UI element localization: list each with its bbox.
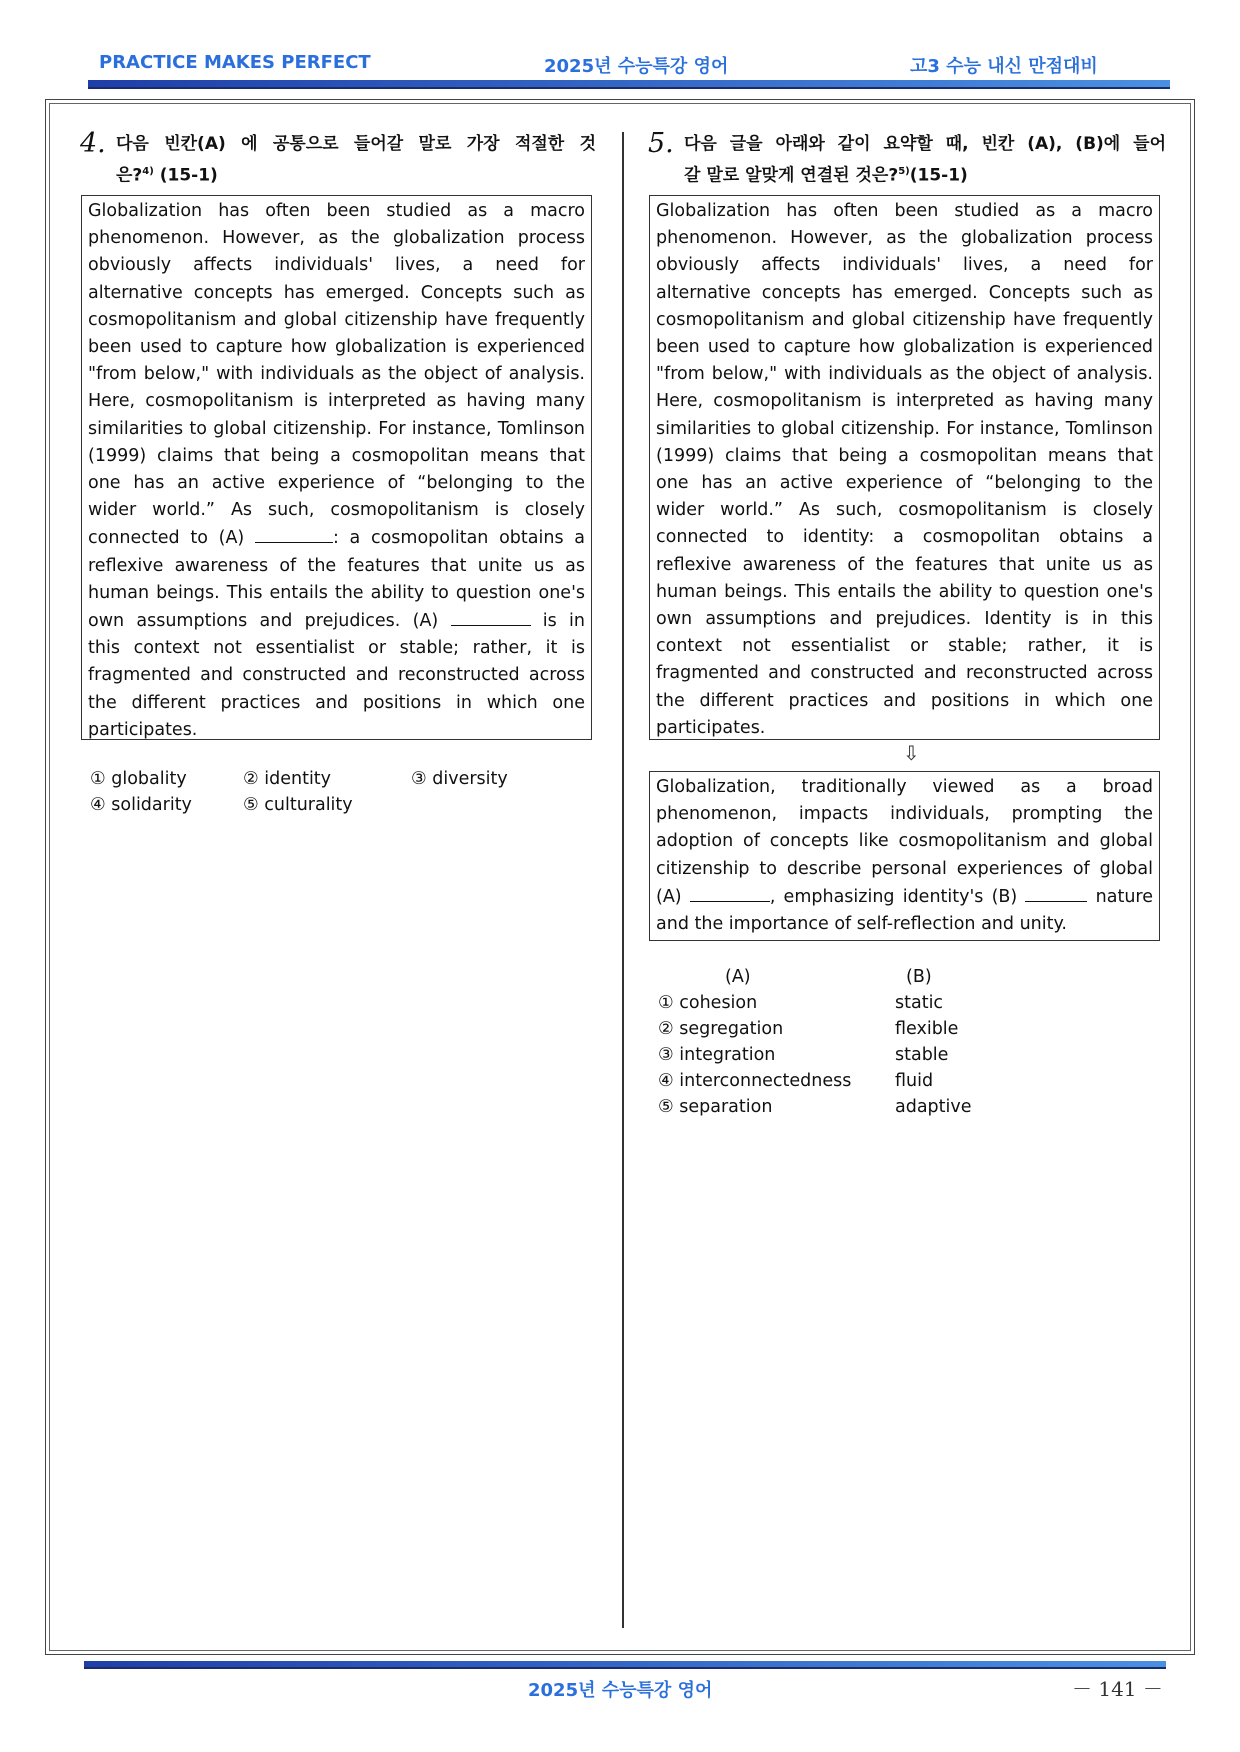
passage-line: Here, cosmopolitanism is interpreted as having many <box>88 391 585 412</box>
passage-line: own assumptions and prejudices. Identity is in this <box>656 609 1153 630</box>
passage-line: Globalization has often been studied as a macro <box>88 201 585 221</box>
question-prompt <box>116 130 596 190</box>
blank-a <box>255 524 333 543</box>
passage-line: the different practices and positions in which one <box>656 690 1153 711</box>
option-1-b[interactable]: static <box>895 993 944 1013</box>
passage-line: wider world.” As such, cosmopolitanism is closely <box>656 500 1153 521</box>
passage-line: "from below," with individuals as the object of analysis. <box>656 364 1153 385</box>
footnote-marker: 5) <box>898 166 910 177</box>
passage-text: own assumptions and prejudices. (A) <box>88 611 451 632</box>
passage-line: Here, cosmopolitanism is interpreted as having many <box>656 391 1153 412</box>
passage-line: cosmopolitanism and global citizenship have frequently <box>88 309 585 330</box>
passage-line: reflexive awareness of the features that unite us as <box>88 555 585 576</box>
blank-a <box>690 883 770 902</box>
choice-4[interactable]: ④ solidarity <box>90 795 192 815</box>
passage-line: fragmented and constructed and reconstructed across <box>656 663 1153 684</box>
summary-line: citizenship to describe personal experiences of global <box>656 858 1153 879</box>
option-1-a[interactable]: ① cohesion <box>658 993 758 1013</box>
choice-5[interactable]: ⑤ culturality <box>243 795 353 815</box>
passage-line: connected to identity: a cosmopolitan obtains a <box>656 527 1153 548</box>
passage-line: alternative concepts has emerged. Concepts such as <box>656 282 1153 303</box>
header-rule <box>88 80 1170 89</box>
page-number: － 141 － <box>1072 1677 1163 1701</box>
option-4-b[interactable]: fluid <box>895 1071 934 1091</box>
summary-line <box>656 883 1153 911</box>
passage-line: similarities to global citizenship. For instance, Tomlinson <box>88 418 585 439</box>
summary-box <box>649 771 1160 941</box>
question-prompt <box>684 130 1166 190</box>
passage-line: one has an active experience of “belonging to the <box>656 473 1153 494</box>
passage-line: phenomenon. However, as the globalization process <box>656 228 1153 249</box>
passage-line: been used to capture how globalization is experienced <box>88 337 585 358</box>
summary-line: and the importance of self-reflection and unity. <box>656 914 1067 935</box>
passage-line: (1999) claims that being a cosmopolitan means that <box>88 445 585 466</box>
passage-line: obviously affects individuals' lives, a need for <box>656 255 1153 276</box>
footnote-marker: 4) <box>142 166 154 177</box>
passage-text: connected to (A) <box>88 528 255 549</box>
passage-text: is in <box>530 611 586 632</box>
passage-line: reflexive awareness of the features that unite us as <box>656 554 1153 575</box>
footer-title: 2025년 수능특강 영어 <box>528 1680 713 1701</box>
passage-line: context not essentialist or stable; rather, it is <box>656 636 1153 657</box>
passage-line: (1999) claims that being a cosmopolitan means that <box>656 445 1153 466</box>
passage-line: one has an active experience of “belonging to the <box>88 473 585 494</box>
summary-text: nature <box>1087 886 1153 907</box>
passage-line: wider world.” As such, cosmopolitanism is closely <box>88 500 585 521</box>
passage-line <box>88 607 585 635</box>
summary-text: , emphasizing identity's (B) <box>769 886 1026 907</box>
prompt-line-1: 다음 글을 아래와 같이 요약할 때, 빈칸 (A), (B)에 들어 <box>684 134 1166 154</box>
header-center-title: 2025년 수능특강 영어 <box>544 56 729 77</box>
passage-box <box>81 195 592 740</box>
passage-line: participates. <box>656 717 766 738</box>
option-2-a[interactable]: ② segregation <box>658 1019 784 1039</box>
passage-text: : a cosmopolitan obtains a <box>332 528 585 549</box>
summary-line: adoption of concepts like cosmopolitanism and global <box>656 831 1153 852</box>
question-number: 5. <box>648 128 674 159</box>
choice-3[interactable]: ③ diversity <box>411 769 508 789</box>
passage-line: this context not essentialist or stable; rather, it is <box>88 638 585 659</box>
blank-b <box>1025 883 1087 902</box>
prompt-line-2: 갈 말로 알맞게 연결된 것은? <box>684 165 899 186</box>
summary-text: (A) <box>656 886 690 907</box>
blank-a <box>451 607 531 626</box>
option-5-b[interactable]: adaptive <box>895 1097 972 1117</box>
option-2-b[interactable]: flexible <box>895 1019 959 1039</box>
summary-line: Globalization, traditionally viewed as a broad <box>656 777 1153 797</box>
footer-rule <box>84 1661 1166 1669</box>
passage-line: fragmented and constructed and reconstructed across <box>88 665 585 686</box>
column-header-b: (B) <box>906 967 932 987</box>
passage-line: alternative concepts has emerged. Concepts such as <box>88 282 585 303</box>
passage-line: been used to capture how globalization is experienced <box>656 337 1153 358</box>
column-divider <box>622 132 624 1628</box>
passage-line: cosmopolitanism and global citizenship have frequently <box>656 309 1153 330</box>
column-header-a: (A) <box>725 967 751 987</box>
option-4-a[interactable]: ④ interconnectedness <box>658 1071 852 1091</box>
down-arrow-icon: ⇩ <box>903 741 920 765</box>
header-right-title: 고3 수능 내신 만점대비 <box>910 56 1098 77</box>
passage-line: Globalization has often been studied as a macro <box>656 201 1153 221</box>
passage-line: "from below," with individuals as the object of analysis. <box>88 364 585 385</box>
passage-line: human beings. This entails the ability to question one's <box>656 581 1153 602</box>
source-tag: (15-1) <box>153 165 218 186</box>
question-number: 4. <box>80 128 106 159</box>
prompt-line-1: 다음 빈칸(A) 에 공통으로 들어갈 말로 가장 적절한 것 <box>116 134 596 154</box>
option-5-a[interactable]: ⑤ separation <box>658 1097 773 1117</box>
passage-line: phenomenon. However, as the globalization process <box>88 228 585 249</box>
summary-line: phenomenon, impacts individuals, prompting the <box>656 804 1153 825</box>
choice-2[interactable]: ② identity <box>243 769 332 789</box>
option-3-a[interactable]: ③ integration <box>658 1045 776 1065</box>
prompt-line-2: 은? <box>116 165 143 186</box>
passage-line: obviously affects individuals' lives, a need for <box>88 255 585 276</box>
option-3-b[interactable]: stable <box>895 1045 949 1065</box>
passage-line: the different practices and positions in which one <box>88 692 585 713</box>
header-left-title: PRACTICE MAKES PERFECT <box>99 52 371 73</box>
passage-line: human beings. This entails the ability to question one's <box>88 582 585 603</box>
choice-1[interactable]: ① globality <box>90 769 187 789</box>
passage-box <box>649 195 1160 740</box>
passage-line: similarities to global citizenship. For instance, Tomlinson <box>656 418 1153 439</box>
source-tag: (15-1) <box>909 165 968 186</box>
passage-line <box>88 524 585 552</box>
passage-line: participates. <box>88 719 198 740</box>
